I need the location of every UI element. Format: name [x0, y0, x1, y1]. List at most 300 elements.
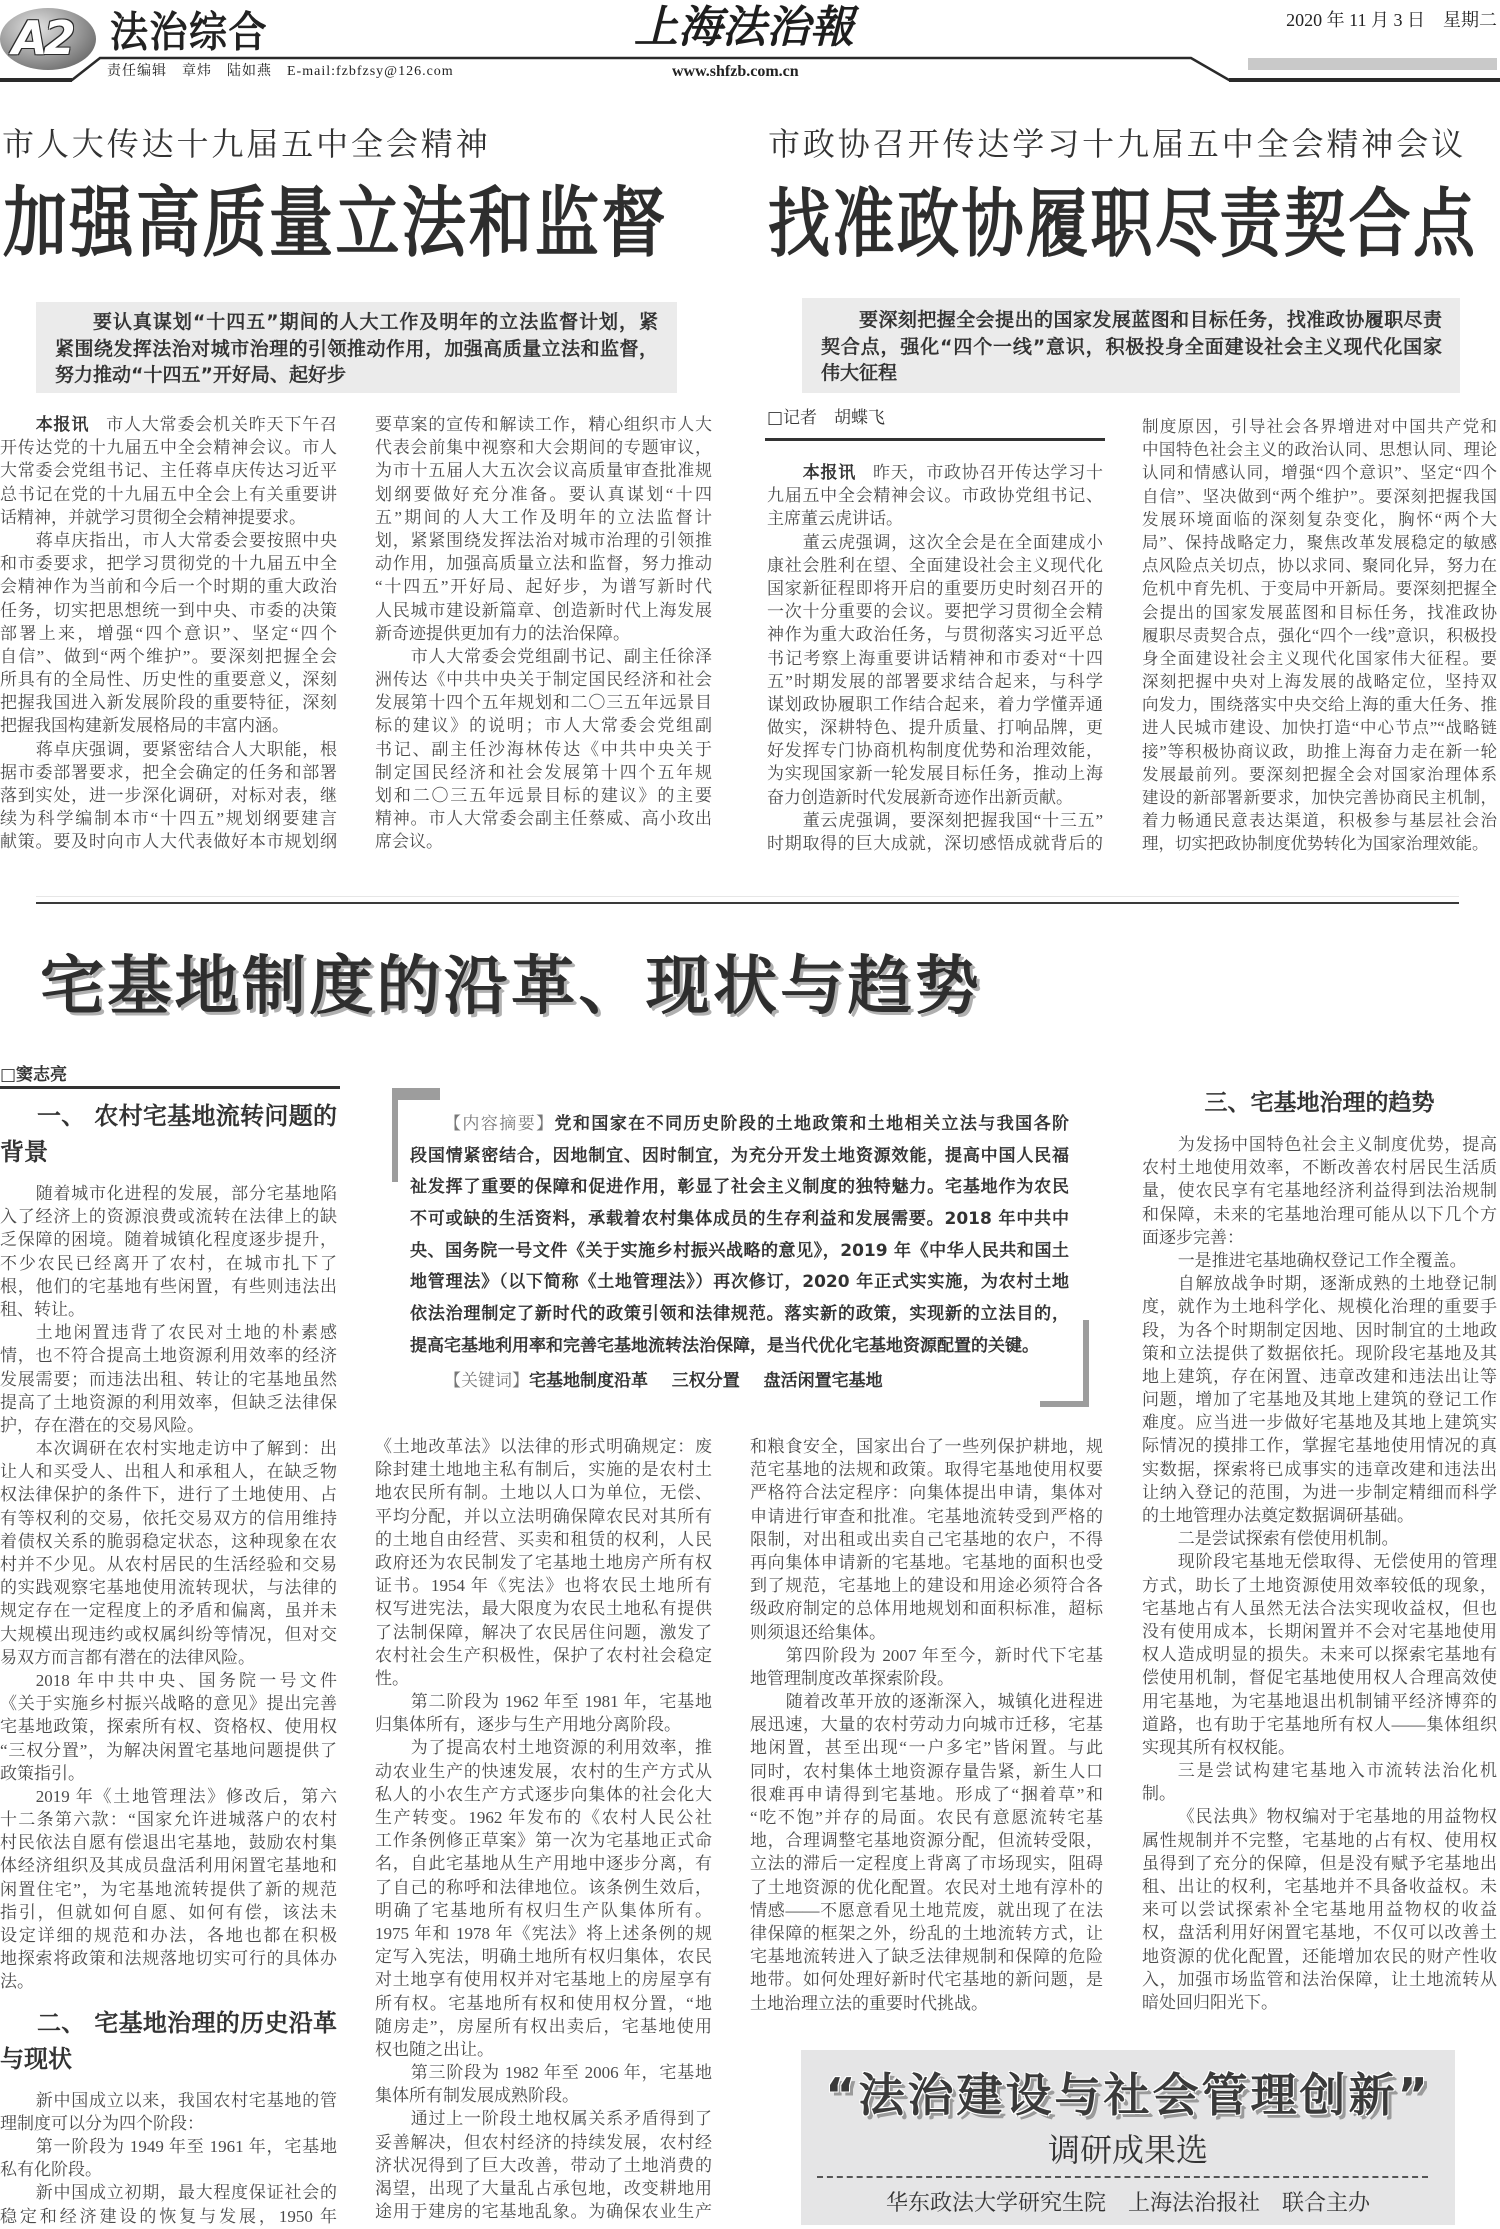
text-line: 不可或缺的生活资料，承载着农村集体成员的生存利益和发展需要。2018 年中共中 [410, 1209, 1069, 1230]
text-line: 新中国成立以来，我国农村宅基地的管 [35, 2090, 337, 2110]
text-line [410, 1109, 1069, 1141]
text-line: 对土地享有使用权并对宅基地上的房屋享有 [375, 1970, 712, 1990]
text-line: 发展需要；而违法出租、转让的宅基地虽然 [0, 1369, 337, 1389]
text-line: 2018 年中共中央、国务院一号文件 [35, 1670, 337, 1690]
text-line: 段国情紧密结合，因地制宜、因时制宜，为充分开发土地资源效能，提高中国人民福 [410, 1145, 1069, 1166]
heading-line: 一、 农村宅基地流转问题的 [37, 1102, 337, 1130]
text-line: 的土地自由经营、买卖和租赁的权利，人民 [375, 1529, 712, 1549]
text-line: 面逐步完善： [1142, 1227, 1244, 1247]
text-line: 康社会胜利在望、全面建设社会主义现代化 [767, 555, 1103, 575]
text-line: “吃不饱”并存的局面。农民有意愿流转宅基 [750, 1808, 1103, 1827]
website-url: www.shfzb.com.cn [672, 63, 799, 80]
text-line: 做实，深耕特色、提升质量、打响品牌，更 [767, 718, 1103, 738]
text-line: 《关于实施乡村振兴战略的意见》提出完善 [0, 1694, 337, 1714]
text-line: 实数据，探索将已成事实的违章改建和违法出 [1142, 1459, 1497, 1479]
paragraph [0, 1437, 337, 1669]
text-line: 第一阶段为 1949 年至 1961 年，宅基地 [35, 2136, 337, 2156]
text-line: 央、国务院一号文件《关于实施乡村振兴战略的意见》，2019 年《中华人民共和国土 [410, 1240, 1069, 1261]
text-line: 体经济组织及其成员盘活利用闲置宅基地和 [0, 1856, 337, 1876]
text-line: 情感——不愿意看见土地荒废，就出现了在法 [750, 1900, 1103, 1920]
text-line: 入，加强市场监管和法治保障，让土地流转从 [1142, 1969, 1497, 1989]
keyword: 宅基地制度沿革 [529, 1371, 648, 1391]
text-line: 易双方而言都有潜在的法律风险。 [0, 1647, 255, 1667]
text-line: 依法治理制定了新时代的政策引领和法律规范。落实新的政策，实现新的立法目的， [410, 1304, 1069, 1325]
text-line: 虽得到了充分的保障，但是没有赋予宅基地出 [1142, 1853, 1497, 1873]
heading-line: 与现状 [0, 2044, 72, 2073]
text-line: “三权分置”，为解决闲置宅基地问题提供了 [0, 1740, 337, 1760]
text-line: 则须退还给集体。 [750, 1622, 886, 1642]
text-line: 地探索将政策和法规落地切实可行的具体办 [0, 1949, 337, 1969]
text-line: 护，存在潜在的交易风险。 [0, 1415, 204, 1435]
text-line: 属性规制并不完整，宅基地的占有权、使用权 [1142, 1830, 1497, 1850]
text-line: 除封建土地地主私有制后，实施的是农村土 [375, 1460, 712, 1480]
text-line: 地上建筑，存在闲置、违章改建和违法出让等 [1142, 1366, 1497, 1386]
page-number-badge [0, 8, 96, 70]
text-line: 献策。要及时向市人大代表做好本市规划纲 [0, 832, 337, 852]
text-line: 动作用，加强高质量立法和监督，努力推动 [375, 554, 712, 574]
article-kicker: 市人大传达十九届五中全会精神 [2, 125, 491, 163]
section-heading [0, 1098, 337, 1170]
text-line: 问题，增加了宅基地及其地上建筑的登记工作 [1142, 1390, 1497, 1410]
text-line: 自解放战争时期，逐渐成熟的土地登记制 [1177, 1274, 1497, 1294]
text-line: 用宅基地，为宅基地退出机制铺平经济博弈的 [1142, 1691, 1497, 1711]
text-line: 暗处回归阳光下。 [1142, 1992, 1278, 2012]
text-line: 归集体所有，逐步与生产用地分离阶段。 [375, 1715, 681, 1735]
text-line: 有等权利的交易，依托交易双方的信用维持 [0, 1508, 337, 1528]
paragraph [1142, 1550, 1497, 1759]
text-line: 提高宅基地利用率和完善宅基地流转法治保障，是当代优化宅基地资源配置的关键。 [410, 1335, 1039, 1356]
text-line: “十四五”开好局、起好步，为谱写新时代 [375, 577, 712, 597]
paragraph [0, 1321, 337, 1437]
text-line: 第三阶段为 1982 年至 2006 年，宅基地 [410, 2063, 712, 2083]
text-line: 村并不少见。从农村居民的生活经验和交易 [0, 1555, 337, 1574]
text-line: 生产转变。1962 年发布的《农村人民公社 [375, 1808, 712, 1827]
banner-dashed-rule [817, 2176, 1428, 2178]
abstract-bracket-bottom [1040, 1401, 1089, 1407]
text-line: 点风险点关切点，协以求同、聚同化异，努力在 [1142, 556, 1497, 576]
series-banner [801, 2050, 1455, 2225]
text-line: 证书。1954 年《宪法》也将农民土地所有 [375, 1576, 712, 1596]
abstract [410, 1109, 1069, 1363]
feature-headline: 宅基地制度的沿革、现状与趋势 [40, 950, 983, 1024]
text-line: 范宅基地的法规和政策。取得宅基地使用权要 [750, 1460, 1103, 1480]
text-line: 私有化阶段。 [0, 2160, 102, 2180]
paragraph [375, 1435, 712, 1690]
paragraph [821, 307, 1442, 387]
text-line: 神作为重大政治任务，与贯彻落实习近平总 [767, 625, 1103, 645]
text-line: 三是尝试构建宅基地入市流转法治化机 [1177, 1761, 1497, 1781]
text-line: 第四阶段为 2007 年至今，新时代下宅基 [785, 1645, 1103, 1665]
text-line: 制定国民经济和社会发展第十四个五年规 [375, 762, 712, 782]
lede-text [55, 309, 658, 389]
text-run: 昨天，市政协召开传达学习十 [872, 463, 1103, 482]
text-line: 人民城市建设新篇章、创造新时代上海发展 [375, 600, 712, 620]
text-line: 向发力，围绕落实中央交给上海的重大任务、推 [1142, 695, 1497, 715]
text-line: 再向集体申请新的宅基地。宅基地的面积也受 [750, 1552, 1103, 1572]
text-line: 深刻把握中央对上海发展的战略定位，坚持双 [1142, 672, 1497, 692]
text-line: 一是推进宅基地确权登记工作全覆盖。 [1177, 1250, 1467, 1270]
text-line: 为了提高农村土地资源的利用效率，推 [410, 1738, 712, 1758]
text-line: 村民依法自愿有偿退出宅基地，鼓励农村集 [0, 1833, 337, 1853]
text-line: 严格符合法定程序：向集体提出申请，集体对 [750, 1483, 1103, 1503]
lede-text [821, 307, 1442, 387]
text-line: 二是尝试探索有偿使用机制。 [1177, 1529, 1399, 1549]
text-line: 主席董云虎讲话。 [767, 509, 903, 529]
article-column [767, 461, 1103, 855]
paragraph [767, 531, 1103, 809]
text-line: 妥善解决，但农村经济的持续发展，农村经 [375, 2132, 712, 2152]
text-line: 随着改革开放的逐渐深入，城镇化进程进 [785, 1692, 1103, 1712]
text-line: 开传达党的十九届五中全会精神会议。市人 [0, 438, 337, 458]
text-line: 了法制保障，解决了农民居住问题，激发了 [375, 1622, 712, 1642]
article-column [0, 1087, 337, 2228]
text-line: 大规模出现违约或权属纠纷等情况，但对交 [0, 1624, 337, 1644]
text-line: 本次调研在农村实地走访中了解到：出 [35, 1439, 337, 1459]
text-line: 要草案的宣传和解读工作，精心组织市人大 [375, 415, 712, 434]
text-line: 道路，也有助于宅基地所有权人——集体组织 [1142, 1714, 1497, 1734]
text-line: 稳定和经济建设的恢复与发展，1950 年 [0, 2206, 337, 2226]
text-run: 党和国家在不同历史阶段的土地政策和土地相关立法与我国各阶 [554, 1114, 1069, 1134]
text-run: 市人大常委会机关昨天下午召 [106, 415, 337, 434]
text-line: 祉发挥了重要的保障和促进作用，彰显了社会主义制度的独特魅力。宅基地作为农民 [410, 1177, 1069, 1198]
text-line: 会精神作为当前和今后一个时期的重大政治 [0, 577, 337, 597]
text-line: 一次十分重要的会议。要把学习贯彻全会精 [767, 602, 1103, 622]
text-line: 危机中育先机、于变局中开新局。要深刻把握全 [1142, 579, 1497, 599]
paragraph [1142, 1249, 1497, 1272]
text-line: 地资源的优化配置，还能增加农民的财产性收 [1142, 1946, 1497, 1966]
text-line: 展迅速，大量的农村劳动力向城市迁移，宅基 [750, 1715, 1103, 1735]
text-line: 宅基地占有人虽然无法合法实现收益权，但也 [1142, 1598, 1497, 1618]
text-line: 偿使用机制，督促宅基地使用权人合理高效使 [1142, 1668, 1497, 1688]
header-gray-bar [1248, 58, 1497, 70]
text-line: 租、转让。 [0, 1299, 85, 1319]
text-line: 把握我国构建新发展格局的丰富内涵。 [0, 716, 289, 736]
banner-organizers: 华东政法大学研究生院 上海法治报社 联合主办 [885, 2191, 1370, 2216]
text-line: 的土地管理办法奠定数据调研基础。 [1142, 1506, 1414, 1525]
text-line: 规定存在一定程度上的矛盾和偏离，虽并未 [0, 1601, 337, 1621]
paragraph [767, 461, 1103, 531]
text-line: 努力推动“十四五”开好局、起好步 [55, 364, 346, 386]
text-line: 申请进行审查和批准。宅基地流转受到严格的 [750, 1506, 1103, 1526]
text-line: 认同和情感认同，增强“四个意识”、坚定“四个 [1142, 463, 1497, 483]
heading-line: 背景 [0, 1138, 48, 1166]
text-line: 代表会前集中视察和大会期间的专题审议， [375, 438, 712, 458]
text-line: 农村社会生产积极性，保护了农村社会稳定 [375, 1645, 712, 1665]
text-line: 集体所有制发展成熟阶段。 [375, 2086, 579, 2106]
paragraph [0, 1785, 337, 1994]
text-line: 到了规范，宅基地上的建设和用途必须符合各 [750, 1576, 1103, 1596]
text-line: 名，自此宅基地从生产用地中逐步分离，有 [375, 1854, 712, 1874]
text-line: 部署上来，增强“四个意识”、坚定“四个 [0, 623, 337, 643]
paragraph [0, 2181, 337, 2227]
paragraph [0, 738, 337, 854]
text-line: 地带。如何处理好新时代宅基地的新问题，是 [750, 1970, 1103, 1990]
paragraph [410, 1109, 1069, 1363]
article-column [750, 1435, 1103, 2015]
editors-credit: 责任编辑 章炜 陆如燕 E-mail:fzbfzsy@126.com [107, 64, 454, 79]
text-line: 席会议。 [375, 832, 443, 852]
text-line: 国家新征程即将开启的重要历史时刻召开的 [767, 578, 1103, 598]
text-line [767, 461, 1103, 484]
text-line: 策和立法提供了数据依托。现阶段宅基地及其 [1142, 1343, 1497, 1363]
text-line: 地，合理调整宅基地资源分配，但流转受限， [750, 1831, 1103, 1851]
text-line: 发展环境面临的深刻复杂变化，胸怀“两个大 [1142, 509, 1497, 529]
text-line: 途用于建房的宅基地乱象。为确保农业生产 [375, 2202, 712, 2222]
keyword: 三权分置 [671, 1371, 740, 1391]
text-line: 宅基地流转进入了缺乏法律规制和保障的危险 [750, 1947, 1103, 1967]
paragraph [0, 2135, 337, 2181]
section-title: 法治综合 [110, 7, 269, 57]
text-line: 不少农民已经离开了农村，在城市扎下了 [0, 1253, 337, 1273]
text-line: 济状况得到了巨大改善，带动了土地消费的 [375, 2155, 712, 2175]
text-line: 际情况的摸排工作，掌握宅基地使用情况的真 [1142, 1436, 1497, 1456]
text-line: 划和二〇三五年远景目标的建议》的主要 [375, 786, 712, 805]
text-line: 和粮食安全，国家出台了一些列保护耕地，规 [750, 1437, 1103, 1456]
paragraph [1142, 1759, 1497, 1805]
abstract-bracket-left [392, 1088, 398, 1182]
text-line: 和保障，未来的宅基地治理可能从以下几个方 [1142, 1204, 1497, 1224]
text-line: 着力畅通民意表达渠道，积极参与基层社会治 [1142, 811, 1497, 831]
text-line: 为实现国家新一轮发展目标任务，推动上海 [767, 764, 1103, 784]
text-line: 书记、副主任沙海林传达《中共中央关于 [375, 739, 712, 759]
keyword: 盘活闲置宅基地 [763, 1371, 883, 1391]
text-line: 权写进宪法，最大限度为农民土地私有提供 [375, 1599, 712, 1619]
dateline-label: 本报讯 [802, 463, 856, 483]
issue-date: 2020 年 11 月 3 日 星期二 [1286, 10, 1497, 30]
text-line: 第二阶段为 1962 年至 1981 年，宅基地 [410, 1692, 712, 1712]
keywords-label: 【关键词】 [444, 1371, 529, 1391]
text-line: 实现其所有权权能。 [1142, 1737, 1295, 1757]
text-line: 五”期间的人大工作及明年的立法监督计 [375, 507, 712, 527]
text-line: 标的建议》的说明；市人大常委会党组副 [375, 716, 712, 736]
text-line: 奋力创造新时代发展新奇迹作出新贡献。 [767, 787, 1073, 807]
text-line: 着债权关系的脆弱稳定状态，这种现象在农 [0, 1531, 337, 1551]
text-line: 为发扬中国特色社会主义制度优势，提高 [1177, 1135, 1497, 1154]
keywords-line [410, 1366, 906, 1398]
text-line: 平均分配，并以立法明确保障农民对其所有 [375, 1506, 712, 1526]
text-line: 划，紧紧围绕发挥法治对城市治理的引领推 [375, 530, 712, 550]
text-line: 好发挥专门协商机构制度优势和治理效能， [767, 741, 1103, 761]
article-headline: 加强高质量立法和监督 [3, 180, 668, 269]
text-line: 政策指引。 [0, 1763, 85, 1783]
text-line: 政府还为农民制发了宅基地土地房产所有权 [375, 1552, 712, 1572]
text-line: 设定详细的规范和办法，各地也都在积极 [0, 1926, 337, 1945]
text-line: 私人的小农生产方式逐步向集体的社会化大 [375, 1784, 712, 1804]
text-line: 让纳入登记的范围，为进一步制定精细而科学 [1142, 1482, 1497, 1502]
paragraph [1142, 1805, 1497, 2014]
text-line: 洲传达《中共中央关于制定国民经济和社会 [375, 670, 712, 690]
text-line: 履职尽责契合点，强化“四个一线”意识，积极投 [1142, 625, 1497, 645]
paragraph [0, 413, 337, 529]
text-line: 很难再申请得到宅基地。形成了“捆着草”和 [750, 1784, 1103, 1804]
text-line: 进人民城市建设、加快打造“中心节点”“战略链 [1142, 718, 1497, 738]
text-line: 的实践观察宅基地使用流转现状，与法律的 [0, 1578, 337, 1598]
text-line: 把握我国进入新发展阶段的重要特征，深刻 [0, 693, 337, 713]
paragraph [1142, 1133, 1497, 1249]
article-column [1142, 415, 1497, 856]
text-line: 度，就作为土地科学化、规模化治理的重要手 [1142, 1297, 1497, 1317]
text-line: 1975 年和 1978 年《宪法》将上述条例的规 [375, 1923, 712, 1943]
text-line: 十二条第六款：“国家允许进城落户的农村 [0, 1810, 337, 1830]
text-line: 了自己的称呼和法律地位。该条例生效后， [375, 1877, 712, 1897]
text-line: 地农民所有制。土地以人口为单位，无偿、 [375, 1483, 712, 1503]
text-line: 中国特色社会主义的政治认同、思想认同、理论 [1142, 440, 1497, 460]
text-line: 限制，对出租或出卖自己宅基地的农户，不得 [750, 1529, 1103, 1549]
text-line: 续为科学编制本市“十四五”规划纲要建言 [0, 809, 337, 829]
paragraph [375, 2061, 712, 2107]
text-line: 所有权。宅基地所有权和使用权分置，“地 [375, 1993, 712, 2013]
text-line: 建设的新部署新要求，加快完善协商民主机制， [1142, 788, 1497, 807]
paragraph [375, 645, 712, 854]
paragraph [767, 809, 1103, 855]
text-line: 谋划政协履职工作结合起来，着力学懂弄通 [767, 694, 1103, 714]
banner-subtitle: 调研成果选 [1047, 2131, 1208, 2169]
text-line: 蒋卓庆指出，市人大常委会要按照中央 [35, 530, 337, 550]
text-line: 通过上一阶段土地权属关系矛盾得到了 [410, 2109, 712, 2129]
text-line: 《土地改革法》以法律的形式明确规定：废 [375, 1437, 712, 1456]
text-line: 新中国成立初期，最大程度保证社会的 [35, 2183, 337, 2203]
text-line: 立法的滞后一定程度上背离了市场现实，阻碍 [750, 1854, 1103, 1874]
paragraph [0, 1182, 337, 1321]
text-line: 发展第十四个五年规划和二〇三五年远景目 [375, 693, 712, 713]
text-line: 渴望，出现了大量乱占承包地，改变耕地用 [375, 2179, 712, 2198]
text-line: 身全面建设社会主义现代化国家伟大征程。要 [1142, 648, 1497, 668]
text-line: 宅基地政策，探索所有权、资格权、使用权 [0, 1717, 337, 1737]
text-line: 《民法典》物权编对于宅基地的用益物权 [1177, 1807, 1497, 1827]
text-line: 会提出的国家发展蓝图和目标任务，找准政协 [1142, 602, 1497, 622]
text-line: 发展最前列。要深刻把握全会对国家治理体系 [1142, 764, 1497, 784]
text-line: 方式，助长了土地资源使用效率较低的现象， [1142, 1575, 1497, 1595]
paragraph [1142, 1527, 1497, 1550]
text-line: 根，他们的宅基地有些闲置，有些则违法出 [0, 1276, 337, 1296]
text-line: 入了经济上的资源浪费或流转在法律上的缺 [0, 1207, 337, 1227]
article-column [375, 413, 712, 854]
paragraph [0, 1669, 337, 1785]
text-line: 闲置住宅”，为宅基地流转提供了新的规范 [0, 1879, 337, 1899]
article-headline: 找准政协履职尽责契合点 [768, 180, 1478, 268]
text-line: 律保障的框架之外，纷乱的土地流转方式，让 [750, 1923, 1103, 1943]
text-line: 制度原因，引导社会各界增进对中国共产党和 [1142, 417, 1497, 436]
article-column [1142, 1133, 1497, 2014]
abstract-bracket-top [392, 1088, 440, 1100]
text-line: 董云虎强调，要深刻把握我国“十三五” [802, 810, 1103, 830]
text-line: 现阶段宅基地无偿取得、无偿使用的管理 [1177, 1552, 1497, 1572]
paragraph [0, 2089, 337, 2135]
text-line: 时期取得的巨大成就，深切感悟成就背后的 [767, 834, 1103, 853]
byline-rule [765, 438, 1105, 441]
paragraph [1142, 415, 1497, 856]
paragraph [1142, 1272, 1497, 1527]
text-line: 落到实处，进一步深化调研，对标对表，继 [0, 786, 337, 805]
article-kicker: 市政协召开传达学习十九届五中全会精神会议 [768, 125, 1467, 163]
text-line: 理制度可以分为四个阶段： [0, 2113, 204, 2133]
dateline-label: 本报讯 [35, 415, 90, 435]
banner-title: “法治建设与社会管理创新” [825, 2068, 1431, 2122]
paragraph [750, 1644, 1103, 1690]
text-line: 紧围绕发挥法治对城市治理的引领推动作用，加强高质量立法和监督， [55, 337, 658, 360]
text-line: 书记考察上海重要讲话精神和市委对“十四 [767, 648, 1103, 668]
text-line: 精神。市人大常委会副主任蔡威、高小玫出 [375, 809, 712, 829]
paragraph [375, 2107, 712, 2223]
text-line: 和市委要求，把学习贯彻党的十九届五中全 [0, 554, 337, 574]
text-line: 了土地资源的优化配置。农民对土地有淳朴的 [750, 1877, 1103, 1897]
text-line: 接”等积极协商议政，助推上海奋力走在新一轮 [1142, 741, 1497, 761]
text-line: 法。 [0, 1972, 34, 1992]
text-line: 权，盘活利用好闲置宅基地，不仅可以改善土 [1142, 1923, 1497, 1943]
text-line: 契合点，强化“四个一线”意识，积极投身全面建设社会主义现代化国家 [821, 335, 1442, 358]
text-line: 自信”、做到“两个维护”。要深刻把握全会 [0, 646, 337, 666]
text-line: 明确了宅基地所有权归生产队集体所有。 [375, 1900, 712, 1920]
text-line: 话精神，并就学习贯彻全会精神提要求。 [0, 507, 306, 527]
abstract-bracket-right [1083, 1320, 1089, 1407]
section-divider-shadow [36, 896, 1459, 897]
text-line: 来可以尝试探索补全宅基地用益物权的收益 [1142, 1900, 1497, 1920]
heading-line: 二、 宅基地治理的历史沿革 [37, 2008, 337, 2037]
text-line: 难度。应当进一步做好宅基地及其地上建筑实 [1142, 1413, 1497, 1433]
text-line: 量，使农民享有宅基地经济利益得到法治规制 [1142, 1181, 1497, 1201]
text-line: 没有使用成本，长期闲置并不会对宅基地使用 [1142, 1621, 1497, 1641]
text-line: 据市委部署要求，把全会确定的任务和部署 [0, 762, 337, 782]
text-line: 随房走”，房屋所有权出卖后，宅基地使用 [375, 2016, 712, 2036]
text-line: 任务，切实把思想统一到中央、市委的决策 [0, 600, 337, 620]
text-line: 性。 [375, 1668, 409, 1688]
text-line: 新奇迹提供更加有力的法治保障。 [375, 623, 630, 643]
text-line: 动农业生产的快速发展，农村的生产方式从 [375, 1761, 712, 1781]
text-line: 总书记在党的十九届五中全会上有关重要讲 [0, 484, 337, 504]
text-line [0, 413, 337, 436]
text-line: 自信”、坚决做到“两个维护”。要深刻把握我国 [1142, 486, 1497, 506]
text-line: 乏保障的困境。随着城镇化程度逐步提升， [0, 1230, 337, 1250]
text-line: 权人造成明显的损失。未来可以探索宅基地有 [1142, 1645, 1497, 1665]
byline: □记者 胡蝶飞 [767, 408, 886, 428]
lede-box [802, 298, 1460, 393]
text-line: 工作条例修正草案》第一次为宅基地正式命 [375, 1831, 712, 1851]
text-line: 级政府制定的总体用地规划和面积标准，超标 [750, 1599, 1103, 1619]
paragraph [375, 1736, 712, 2061]
text-line: 让人和买受人、出租人和承租人，在缺乏物 [0, 1462, 337, 1482]
section-heading: 三、宅基地治理的趋势 [1204, 1090, 1435, 1116]
text-line: 为市十五届人大五次会议高质量审查批准规 [375, 461, 712, 481]
text-line: 地管理制度改革探索阶段。 [750, 1668, 954, 1688]
text-line: 同时，农村集体土地资源存量告紧，新生人口 [750, 1761, 1103, 1781]
article-column [0, 413, 337, 854]
text-line: 九届五中全会精神会议。市政协党组书记、 [767, 486, 1103, 506]
section-divider [36, 902, 1459, 904]
text-line: 局”、保持战略定力，聚焦改革发展稳定的敏感 [1142, 532, 1497, 552]
text-line: 所具有的全局性、历史性的重要意义，深刻 [0, 670, 337, 690]
text-line: 蒋卓庆强调，要紧密结合人大职能，根 [35, 739, 337, 759]
text-line: 划纲要做好充分准备。要认真谋划“十四 [375, 484, 712, 504]
text-line: 市人大常委会党组副书记、副主任徐泽 [410, 646, 712, 666]
text-line: 地闲置，甚至出现“一户多宅”皆闲置。与此 [750, 1738, 1103, 1758]
text-line: 地管理法》（以下简称《土地管理法》）再次修订，2020 年正式实实施，为农村土地 [410, 1272, 1069, 1293]
text-line: 五”时期发展的部署要求结合起来，与科学 [767, 671, 1103, 691]
text-line: 段，为各个时期制定因地、因时制宜的土地政 [1142, 1320, 1497, 1340]
text-line: 大常委会党组书记、主任蒋卓庆传达习近平 [0, 461, 337, 481]
paragraph [750, 1435, 1103, 1644]
text-line: 董云虎强调，这次全会是在全面建成小 [802, 532, 1103, 552]
text-line: 权也随之出让。 [375, 2039, 494, 2059]
lede-box [36, 302, 677, 393]
text-line: 农村土地使用效率，不断改善农村居民生活质 [1142, 1158, 1497, 1178]
text-line: 定写入宪法，明确土地所有权归集体，农民 [375, 1947, 712, 1967]
masthead-logo: 上海法治報 [634, 2, 854, 53]
text-line: 提高了土地资源的利用效率，但缺乏法律保 [0, 1392, 337, 1412]
paragraph [750, 1690, 1103, 2015]
paragraph [375, 413, 712, 645]
text-line: 权法律保护的条件下，进行了土地使用、占 [0, 1485, 337, 1505]
text-line: 理，切实把政协制度优势转化为国家治理效能。 [1142, 834, 1489, 854]
